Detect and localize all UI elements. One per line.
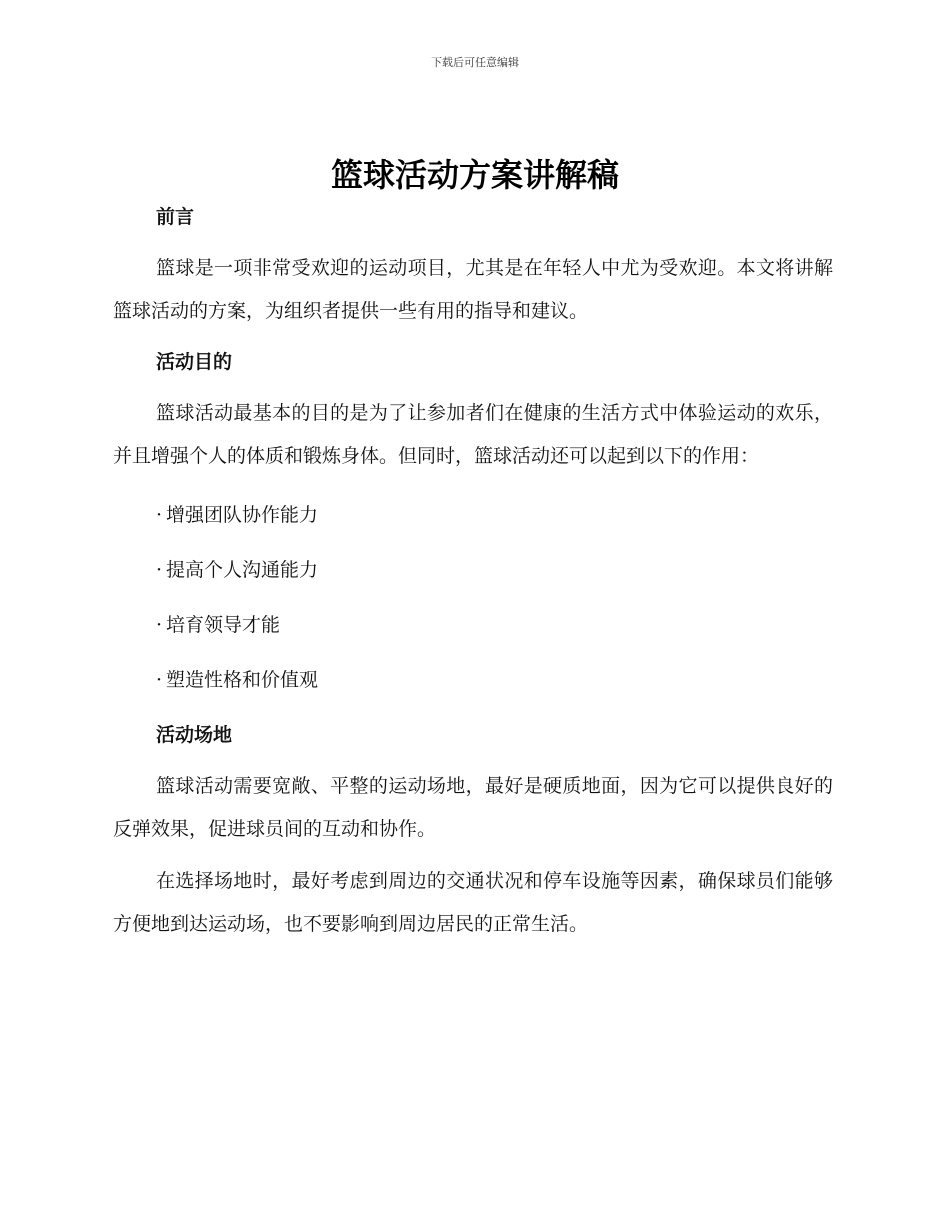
list-item-text: 提高个人沟通能力 bbox=[166, 559, 319, 581]
document-body bbox=[113, 204, 833, 946]
header-note: 下载后可任意编辑 bbox=[431, 56, 519, 69]
document-title: 篮球活动方案讲解稿 bbox=[330, 156, 619, 194]
list-item-text: 培育领导才能 bbox=[166, 614, 281, 636]
section-heading-preface: 前言 bbox=[156, 206, 195, 228]
purpose-paragraph: 篮球活动最基本的目的是为了让参加者们在健康的生活方式中体验运动的欢乐，并且增强个人的体质和锻炼身体。但同时，篮球活动还可以起到以下的作用： bbox=[113, 402, 833, 467]
list-item-text: 塑造性格和价值观 bbox=[166, 669, 319, 691]
preface-paragraph: 篮球是一项非常受欢迎的运动项目，尤其是在年轻人中尤为受欢迎。本文将讲解篮球活动的方案，为组织者提供一些有用的指导和建议。 bbox=[113, 257, 833, 322]
bullet-dot: · bbox=[156, 504, 163, 526]
bullet-dot: · bbox=[156, 614, 163, 636]
list-item-text: 增强团队协作能力 bbox=[166, 504, 319, 526]
section-heading-purpose: 活动目的 bbox=[156, 351, 233, 373]
bullet-dot: · bbox=[156, 559, 163, 581]
list-item bbox=[113, 557, 833, 583]
list-item bbox=[113, 502, 833, 528]
list-item bbox=[113, 667, 833, 693]
section-heading-venue: 活动场地 bbox=[156, 724, 233, 746]
bullet-dot: · bbox=[156, 669, 163, 691]
venue-paragraph-2: 在选择场地时，最好考虑到周边的交通状况和停车设施等因素，确保球员们能够方便地到达运动场，也不要影响到周边居民的正常生活。 bbox=[113, 870, 833, 935]
list-item bbox=[113, 612, 833, 638]
venue-paragraph-1: 篮球活动需要宽敞、平整的运动场地，最好是硬质地面，因为它可以提供良好的反弹效果，促进球员间的互动和协作。 bbox=[113, 775, 833, 840]
